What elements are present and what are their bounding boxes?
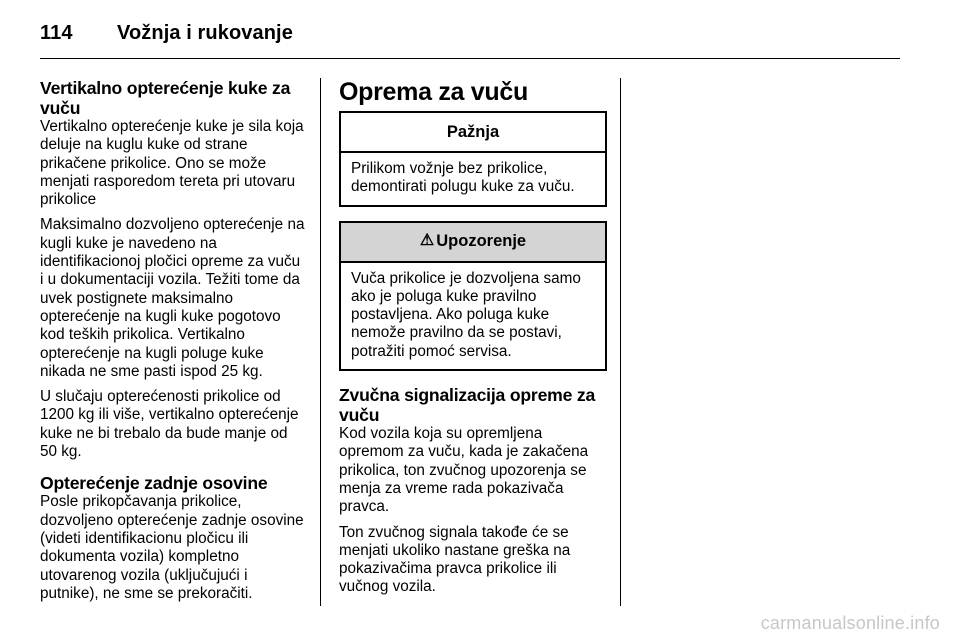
paragraph: Vertikalno opterećenje kuke je sila koja deluje na kuglu kuke od strane prikačene prikolice. Ono se može menjati rasporedom tereta pri utovaru prikolice — [40, 118, 304, 209]
column-divider-left — [320, 78, 321, 606]
header-divider — [40, 58, 900, 59]
main-heading-towing-equipment: Oprema za vuču — [339, 78, 528, 106]
section-heading-rear-axle-load: Opterećenje zadnje osovine — [40, 473, 268, 494]
watermark: carmanualsonline.info — [760, 613, 940, 633]
notice-title: Pažnja — [341, 113, 605, 153]
warning-title: Upozorenje — [436, 232, 527, 251]
warning-text: Vuča prikolice je dozvoljena samo ako je poluga kuke pravilno postavljena. Ako poluga kuke nemože pravilno da se postavi, potražiti pomoć servisa. — [351, 269, 581, 360]
section-heading-vertical-load: Vertikalno opterećenje kuke za vuču — [40, 78, 291, 118]
notice-text: Prilikom vožnje bez prikolice, demontirati polugu kuke za vuču. — [351, 160, 575, 196]
warning-box — [339, 221, 607, 371]
page-header — [40, 22, 900, 50]
middle-column — [339, 78, 607, 604]
notice-box — [339, 111, 607, 207]
paragraph: Maksimalno dozvoljeno opterećenje na kugli kuke je navedeno na identifikacionoj pločici opreme za vuču i u dokumentaciji vozila. Težiti tome da uvek postignete maksimalno opterećenje na kugli kuke pogotovo kod teških prikolica. Vertikalno opterećenje na kugli poluge kuke nikada ne sme pasti ispod 25 kg. — [40, 216, 305, 380]
chapter-title: Vožnja i rukovanje — [117, 22, 293, 44]
warning-triangle-icon: ⚠ — [419, 232, 435, 250]
paragraph: Kod vozila koja su opremljena opremom za vuču, kada je zakačena prikolica, ton zvučnog upozorenja se menja za vreme rada pokazivača pravca. — [339, 425, 589, 516]
warning-header — [341, 223, 605, 263]
left-column — [40, 78, 306, 610]
paragraph: Posle prikopčavanja prikolice, dozvoljeno opterećenje zadnje osovine (videti identifikacionu pločicu ili dokumenta vozila) kompletno utovarenog vozila (uključujući i putnike), ne sme se prekoračiti. — [40, 493, 304, 602]
paragraph: U slučaju opterećenosti prikolice od 1200 kg ili više, vertikalno opterećenje kuke ne bi trebalo da bude manje od 50 kg. — [40, 388, 299, 461]
section-heading-acoustic-signal: Zvučna signalizacija opreme za vuču — [339, 385, 596, 426]
column-divider-right — [620, 78, 621, 606]
page-number: 114 — [40, 22, 73, 44]
paragraph: Ton zvučnog signala takođe će se menjati ukoliko nastane greška na pokazivačima pravca prikolice ili vučnog vozila. — [339, 523, 571, 596]
